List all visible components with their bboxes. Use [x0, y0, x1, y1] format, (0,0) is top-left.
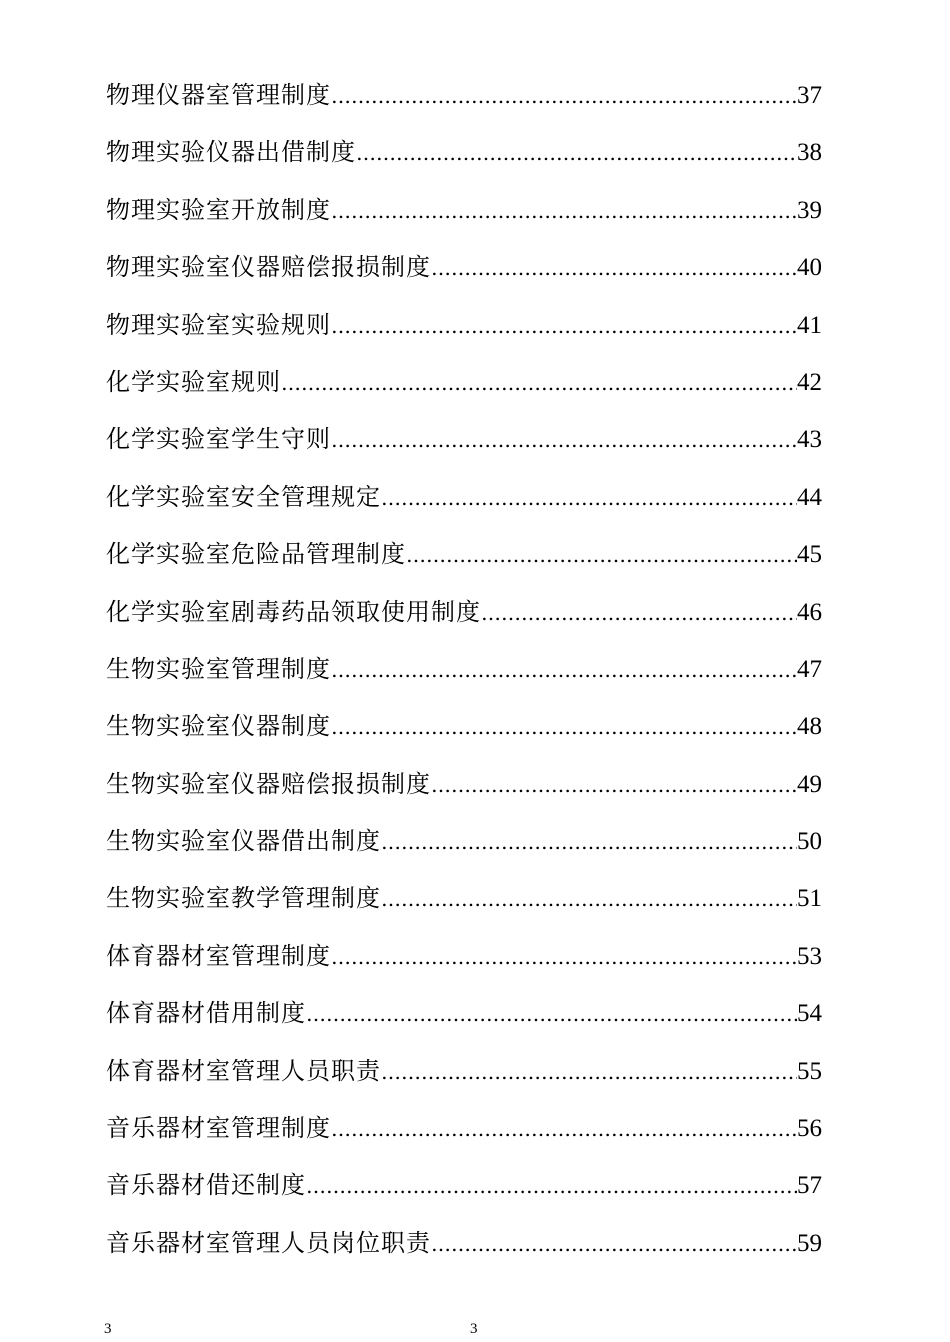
toc-entry-page-number: 53: [797, 942, 822, 970]
toc-entry[interactable]: [106, 297, 822, 354]
toc-entry-page-number: 51: [797, 885, 822, 913]
toc-entry-title: 化学实验室剧毒药品领取使用制度: [106, 597, 481, 626]
toc-entry-page-number: 57: [797, 1172, 822, 1200]
toc-entry-title: 物理实验仪器出借制度: [106, 138, 356, 167]
toc-entry-title: 物理实验室开放制度: [106, 195, 331, 224]
toc-entry[interactable]: [106, 182, 822, 239]
toc-entry-page-number: 41: [797, 311, 822, 339]
toc-entry-title: 体育器材室管理制度: [106, 941, 331, 970]
toc-entry-title: 音乐器材借还制度: [106, 1171, 306, 1200]
toc-dot-leader: [481, 585, 797, 642]
toc-entry[interactable]: [106, 239, 822, 296]
toc-entry[interactable]: [106, 1215, 822, 1272]
toc-entry-title: 生物实验室管理制度: [106, 654, 331, 683]
toc-dot-leader: [331, 699, 797, 756]
toc-entry-page-number: 59: [797, 1229, 822, 1257]
toc-entry[interactable]: [106, 526, 822, 583]
toc-dot-leader: [306, 1158, 797, 1215]
toc-entry[interactable]: [106, 584, 822, 641]
toc-dot-leader: [331, 412, 797, 469]
toc-entry-title: 物理实验室仪器赔偿报损制度: [106, 253, 431, 282]
toc-entry[interactable]: [106, 469, 822, 526]
toc-dot-leader: [331, 68, 797, 125]
toc-entry-title: 体育器材室管理人员职责: [106, 1056, 381, 1085]
toc-dot-leader: [281, 355, 797, 412]
toc-entry-page-number: 47: [797, 655, 822, 683]
toc-entry-page-number: 48: [797, 713, 822, 741]
toc-dot-leader: [431, 1216, 797, 1273]
toc-entry[interactable]: [106, 411, 822, 468]
toc-entry-title: 物理仪器室管理制度: [106, 81, 331, 109]
toc-entry-page-number: 46: [797, 598, 822, 626]
toc-entry-page-number: 55: [797, 1057, 822, 1085]
toc-entry-title: 体育器材借用制度: [106, 999, 306, 1028]
toc-entry[interactable]: [106, 641, 822, 698]
toc-dot-leader: [331, 298, 797, 355]
toc-entry-title: 化学实验室安全管理规定: [106, 482, 381, 511]
toc-entry[interactable]: [106, 124, 822, 181]
toc-entry-title: 化学实验室规则: [106, 367, 281, 396]
toc-dot-leader: [331, 1101, 797, 1158]
toc-entry-page-number: 56: [797, 1115, 822, 1143]
toc-entry[interactable]: [106, 67, 822, 124]
toc-dot-leader: [331, 642, 797, 699]
toc-entry-page-number: 40: [797, 254, 822, 282]
toc-dot-leader: [381, 814, 797, 871]
toc-entry[interactable]: [106, 985, 822, 1042]
toc-entry-title: 生物实验室仪器借出制度: [106, 827, 381, 856]
toc-entry-page-number: 43: [797, 426, 822, 454]
toc-entry[interactable]: [106, 1157, 822, 1214]
footer-page-number-center: 3: [470, 1321, 478, 1337]
toc-entry[interactable]: [106, 928, 822, 985]
toc-entry[interactable]: [106, 1043, 822, 1100]
toc-dot-leader: [381, 470, 797, 527]
toc-entry-title: 音乐器材室管理制度: [106, 1114, 331, 1143]
toc-entry-title: 生物实验室教学管理制度: [106, 884, 381, 913]
toc-entry-page-number: 37: [797, 82, 822, 109]
toc-entry-title: 物理实验室实验规则: [106, 310, 331, 339]
toc-entry-title: 化学实验室危险品管理制度: [106, 540, 406, 569]
toc-entry-page-number: 45: [797, 541, 822, 569]
table-of-contents: [106, 67, 822, 1272]
toc-dot-leader: [406, 527, 797, 584]
toc-entry-title: 音乐器材室管理人员岗位职责: [106, 1228, 431, 1257]
toc-entry[interactable]: [106, 698, 822, 755]
toc-dot-leader: [431, 240, 797, 297]
toc-entry[interactable]: [106, 1100, 822, 1157]
toc-dot-leader: [331, 929, 797, 986]
toc-entry-page-number: 50: [797, 828, 822, 856]
toc-entry-page-number: 49: [797, 770, 822, 798]
toc-entry-page-number: 39: [797, 196, 822, 224]
toc-entry-page-number: 44: [797, 483, 822, 511]
toc-dot-leader: [381, 1044, 797, 1101]
toc-entry[interactable]: [106, 756, 822, 813]
toc-dot-leader: [306, 986, 797, 1043]
toc-entry-title: 生物实验室仪器赔偿报损制度: [106, 769, 431, 798]
toc-entry[interactable]: [106, 354, 822, 411]
toc-entry-page-number: 38: [797, 139, 822, 167]
toc-entry-page-number: 42: [797, 368, 822, 396]
toc-dot-leader: [431, 757, 797, 814]
toc-dot-leader: [381, 871, 797, 928]
toc-dot-leader: [331, 183, 797, 240]
toc-dot-leader: [356, 125, 797, 182]
toc-entry-page-number: 54: [797, 1000, 822, 1028]
toc-entry[interactable]: [106, 870, 822, 927]
toc-entry-title: 生物实验室仪器制度: [106, 712, 331, 741]
footer-page-number-left: 3: [104, 1321, 112, 1337]
toc-entry-title: 化学实验室学生守则: [106, 425, 331, 454]
toc-entry[interactable]: [106, 813, 822, 870]
